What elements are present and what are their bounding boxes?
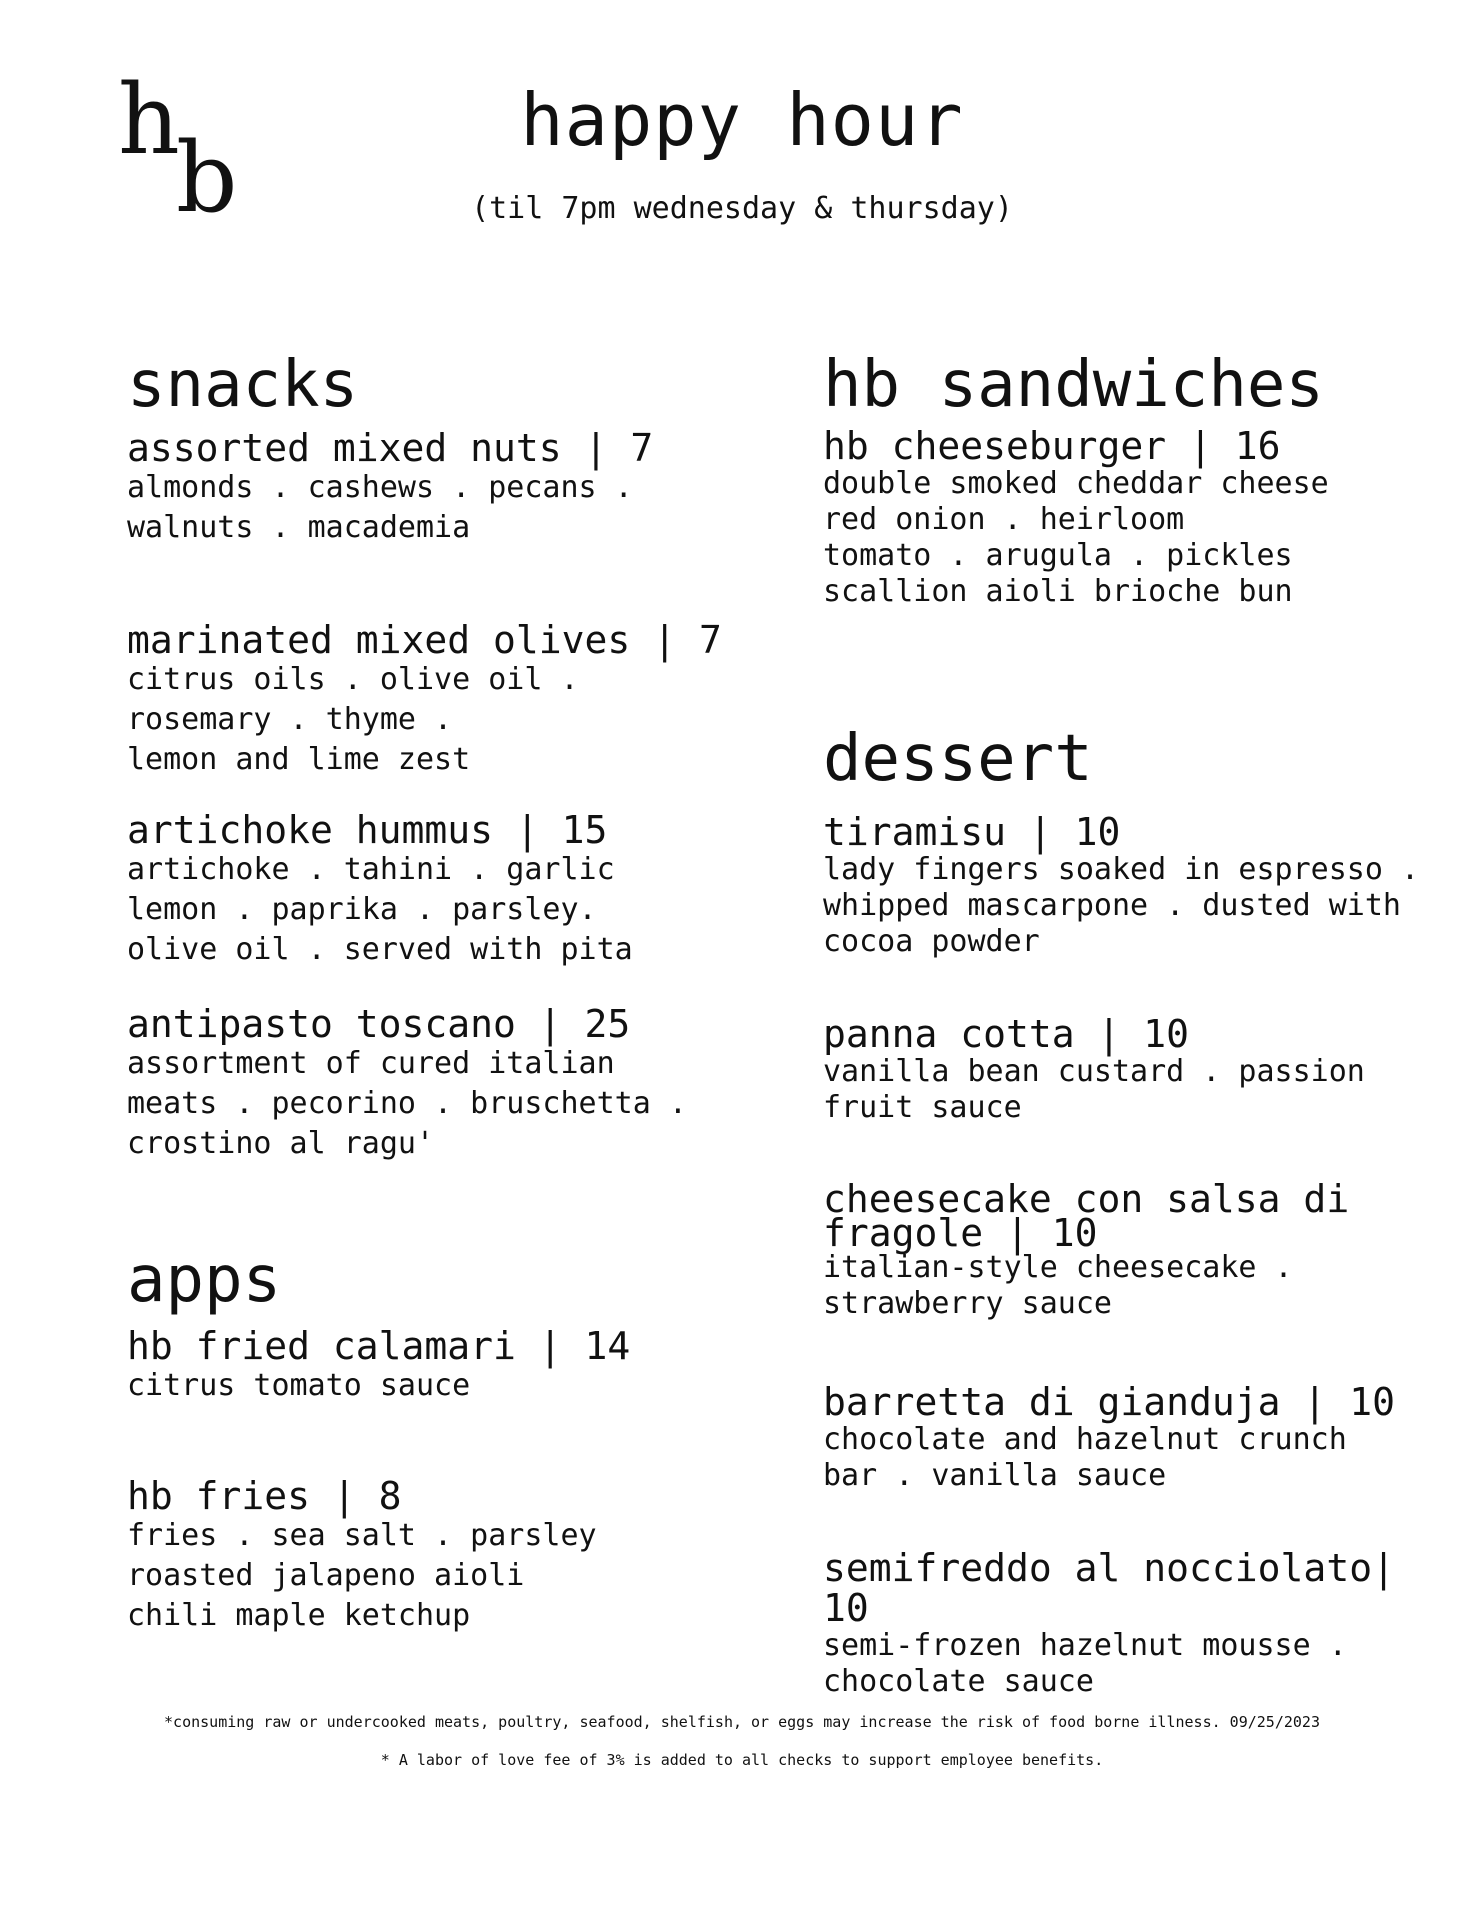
menu-item-hb-cheeseburger bbox=[823, 426, 1463, 610]
item-name: assorted mixed nuts | 7 bbox=[127, 426, 654, 470]
item-name: panna cotta | 10 bbox=[823, 1012, 1190, 1056]
menu-item-semifreddo bbox=[823, 1548, 1463, 1700]
dessert-section bbox=[823, 724, 1463, 794]
menu-item-barretta-gianduja bbox=[823, 1382, 1463, 1494]
logo-letter-b: b bbox=[176, 122, 238, 234]
food-safety-disclaimer: *consuming raw or undercooked meats, poultry, seafood, shelfish, or eggs may increase the risk of food borne illness. 09/25/2023 bbox=[164, 1713, 1320, 1731]
item-description: chocolate and hazelnut crunch bar . vanilla sauce bbox=[823, 1422, 1347, 1493]
item-description: italian-style cheesecake . strawberry sauce bbox=[823, 1250, 1293, 1321]
item-description: fries . sea salt . parsley roasted jalapeno aioli chili maple ketchup bbox=[127, 1518, 597, 1633]
item-description: vanilla bean custard . passion fruit sauce bbox=[823, 1054, 1365, 1125]
menu-item-antipasto-toscano bbox=[127, 1004, 767, 1164]
item-name: artichoke hummus | 15 bbox=[127, 808, 608, 852]
item-name: hb fried calamari | 14 bbox=[127, 1324, 631, 1368]
item-description: artichoke . tahini . garlic lemon . paprika . parsley. olive oil . served with pita bbox=[127, 852, 633, 967]
menu-item-cheesecake bbox=[823, 1177, 1463, 1322]
item-name: hb cheeseburger | 16 bbox=[823, 424, 1281, 468]
menu-item-fried-calamari bbox=[127, 1326, 767, 1406]
sandwiches-section bbox=[823, 350, 1463, 420]
item-name: semifreddo al nocciolato| 10 bbox=[823, 1546, 1395, 1630]
section-heading-dessert: dessert bbox=[823, 722, 1093, 796]
item-name: cheesecake con salsa di fragole | 10 bbox=[823, 1177, 1350, 1255]
section-heading-snacks: snacks bbox=[127, 348, 359, 422]
section-heading-sandwiches: hb sandwiches bbox=[823, 348, 1324, 422]
menu-item-tiramisu bbox=[823, 812, 1463, 960]
page-title: happy hour bbox=[520, 78, 964, 162]
item-description: citrus oils . olive oil . rosemary . thyme . lemon and lime zest bbox=[127, 662, 579, 777]
item-description: citrus tomato sauce bbox=[127, 1368, 471, 1403]
apps-section bbox=[127, 1245, 767, 1315]
item-description: semi-frozen hazelnut mousse . chocolate sauce bbox=[823, 1628, 1347, 1699]
item-description: double smoked cheddar cheese red onion . heirloom tomato . arugula . pickles scallion aioli brioche bun bbox=[823, 466, 1329, 609]
menu-item-artichoke-hummus bbox=[127, 810, 767, 970]
section-heading-apps: apps bbox=[127, 1243, 282, 1317]
menu-item-panna-cotta bbox=[823, 1014, 1463, 1126]
menu-item-mixed-olives bbox=[127, 620, 767, 780]
item-description: assortment of cured italian meats . pecorino . bruschetta . crostino al ragu' bbox=[127, 1046, 687, 1161]
logo-letter-h: h bbox=[118, 64, 180, 176]
menu-item-mixed-nuts bbox=[127, 428, 767, 548]
item-name: marinated mixed olives | 7 bbox=[127, 618, 722, 662]
page-subtitle: (til 7pm wednesday & thursday) bbox=[471, 191, 1013, 226]
item-name: tiramisu | 10 bbox=[823, 810, 1121, 854]
item-description: almonds . cashews . pecans . walnuts . macademia bbox=[127, 470, 633, 545]
item-name: hb fries | 8 bbox=[127, 1474, 402, 1518]
item-name: antipasto toscano | 25 bbox=[127, 1002, 631, 1046]
labor-fee-note: * A labor of love fee of 3% is added to all checks to support employee benefits. bbox=[380, 1751, 1104, 1769]
item-description: lady fingers soaked in espresso . whipped mascarpone . dusted with cocoa powder bbox=[823, 852, 1420, 959]
menu-item-hb-fries bbox=[127, 1476, 767, 1636]
snacks-section bbox=[127, 350, 767, 420]
item-name: barretta di gianduja | 10 bbox=[823, 1380, 1395, 1424]
